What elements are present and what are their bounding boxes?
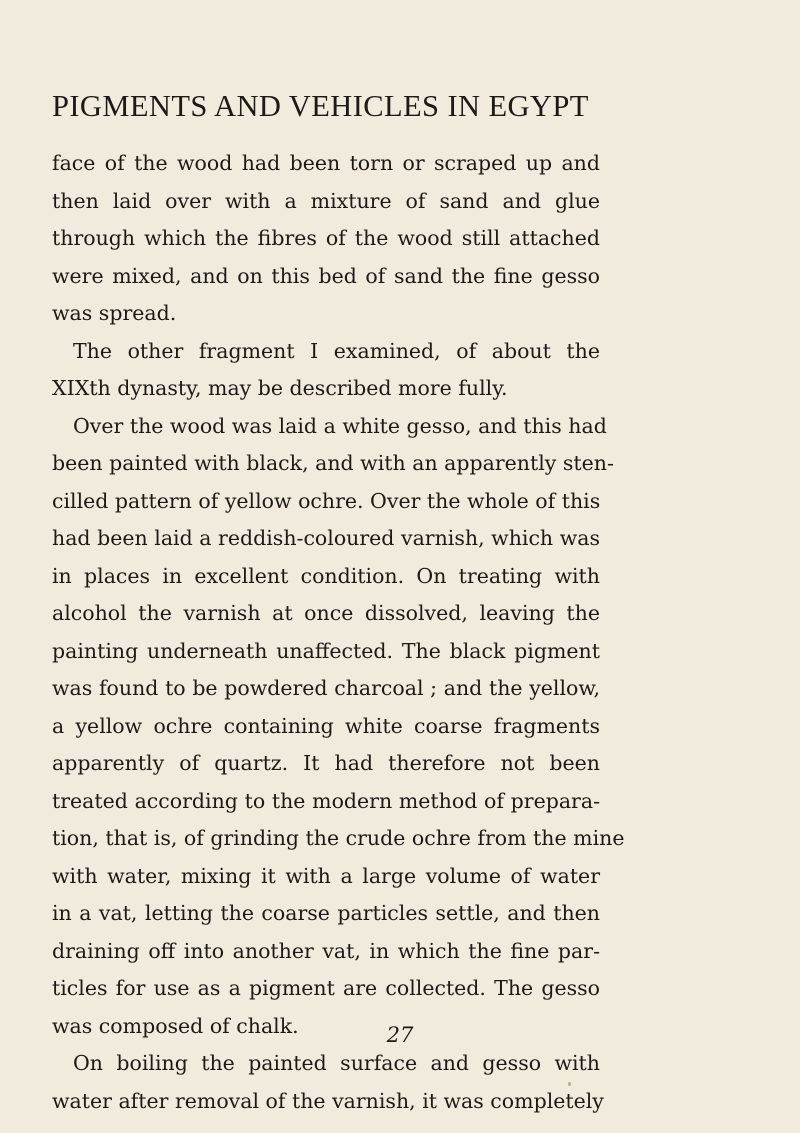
text-line: On boiling the painted surface and gesso with: [73, 1051, 600, 1075]
text-line: been painted with black, and with an apparently sten-: [52, 451, 614, 475]
text-line: draining off into another vat, in which the fine par-: [52, 938, 600, 963]
text-line: was spread.: [52, 301, 177, 325]
text-line: The other fragment I examined, of about the: [73, 338, 600, 363]
text-line: in a vat, letting the coarse particles settle, and then: [52, 901, 600, 925]
text-line: were mixed, and on this bed of sand the fine gesso: [52, 263, 600, 288]
page-number: 27: [386, 1023, 414, 1047]
text-line: in places in excellent condition. On treating with: [52, 563, 600, 588]
text-line: painting underneath unaffected. The black pigment: [52, 638, 600, 663]
running-head: PIGMENTS AND VEHICLES IN EGYPT: [52, 89, 589, 123]
text-line: through which the fibres of the wood still attached: [52, 226, 600, 250]
text-line: cilled pattern of yellow ochre. Over the whole of this: [52, 488, 601, 513]
text-line: was composed of chalk.: [52, 1013, 299, 1038]
paper-speck: [568, 1082, 571, 1086]
text-line: was found to be powdered charcoal ; and the yellow,: [52, 676, 600, 700]
body-text: [52, 145, 625, 1120]
text-line: treated according to the modern method of prepara-: [52, 788, 600, 813]
text-line: apparently of quartz. It had therefore not been: [52, 751, 600, 775]
text-line: with water, mixing it with a large volume of water: [52, 863, 600, 888]
text-line: tion, that is, of grinding the crude ochre from the mine: [52, 826, 625, 850]
text-line: then laid over with a mixture of sand and glue: [52, 188, 600, 213]
text-line: had been laid a reddish-coloured varnish, which was: [52, 526, 600, 550]
text-line: alcohol the varnish at once dissolved, leaving the: [52, 601, 600, 625]
text-line: face of the wood had been torn or scraped up and: [52, 151, 600, 175]
text-line: a yellow ochre containing white coarse fragments: [52, 713, 600, 738]
text-line: Over the wood was laid a white gesso, and this had: [73, 413, 607, 438]
text-line: water after removal of the varnish, it was completely: [52, 1088, 604, 1113]
text-line: ticles for use as a pigment are collected. The gesso: [52, 976, 600, 1000]
text-line: XIXth dynasty, may be described more fully.: [52, 376, 508, 400]
